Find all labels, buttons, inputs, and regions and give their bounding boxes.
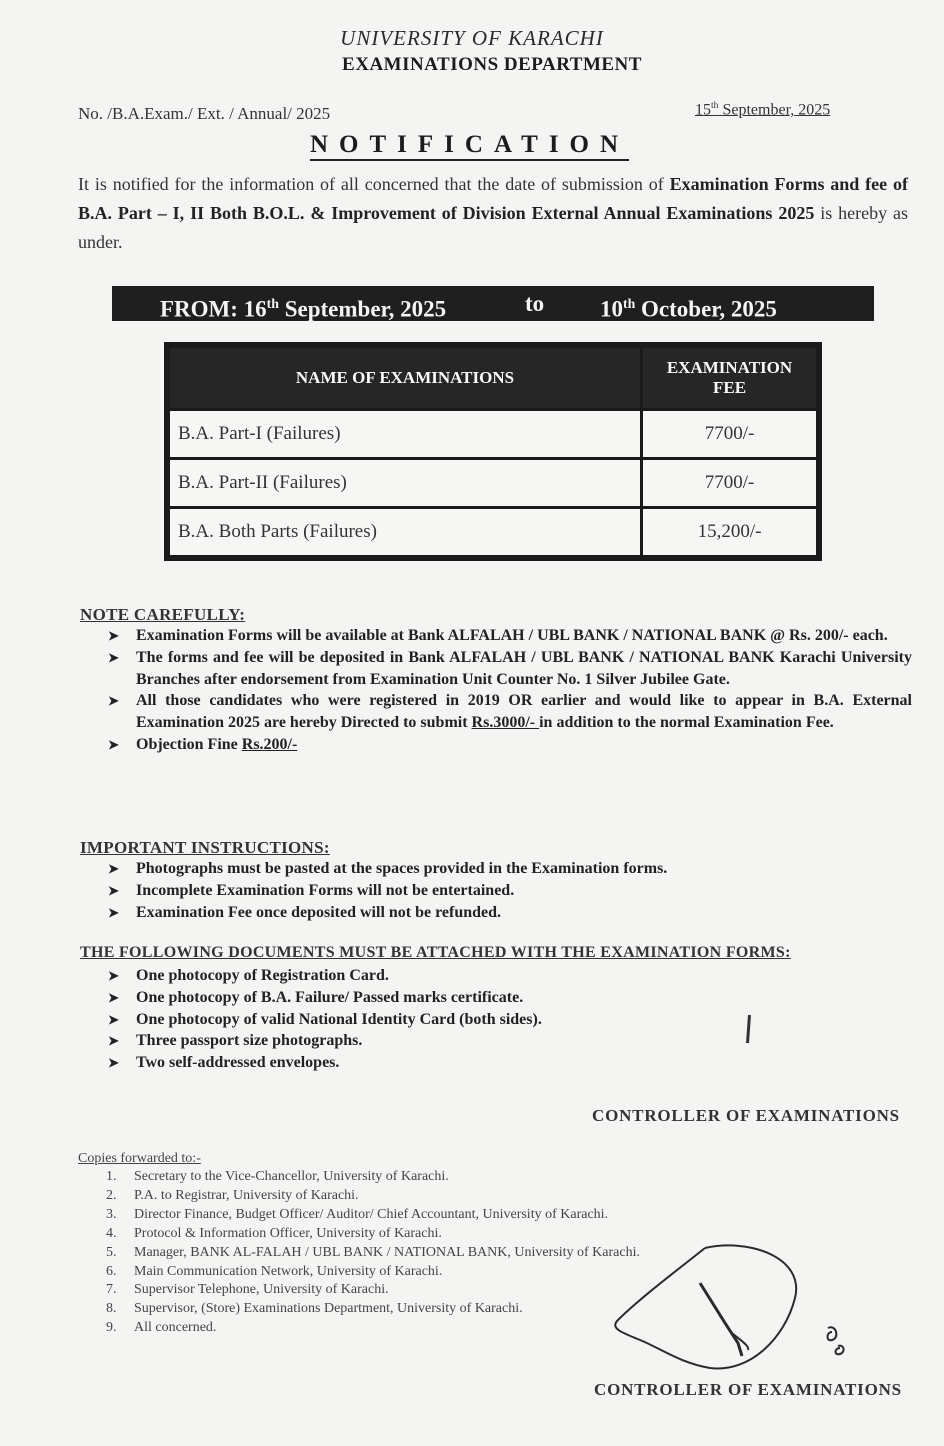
copies-list — [106, 1168, 640, 1338]
list-item: ➤ Examination Forms will be available at Bank ALFALAH / UBL BANK / NATIONAL BANK @ Rs. 200/- each. — [106, 625, 912, 647]
list-item: ➤ Examination Fee once deposited will not be refunded. — [106, 902, 826, 924]
period-from: FROM: 16th September, 2025 — [160, 296, 447, 322]
department-name: EXAMINATIONS DEPARTMENT — [342, 54, 642, 75]
list-item: 4. Protocol & Information Officer, University of Karachi. — [106, 1225, 442, 1241]
list-item: 6. Main Communication Network, University of Karachi. — [106, 1263, 443, 1279]
controller-title-top: CONTROLLER OF EXAMINATIONS — [592, 1106, 900, 1125]
exam-name: B.A. Both Parts (Failures) — [170, 509, 640, 555]
exam-fee: 7700/- — [643, 411, 816, 457]
submission-period-bar — [112, 286, 874, 321]
list-item: ➤ Two self-addressed envelopes. — [106, 1052, 706, 1074]
list-item: ➤ All those candidates who were registered in 2019 OR earlier and would like to appear in B.A. External Examination 2025 are hereby Directed to submit Rs.3000/- in addition to the normal Examination Fee. — [106, 690, 912, 734]
list-item: 8. Supervisor, (Store) Examinations Department, University of Karachi. — [106, 1301, 523, 1317]
list-item: 3. Director Finance, Budget Officer/ Auditor/ Chief Accountant, University of Karachi. — [106, 1206, 609, 1222]
list-item: ➤ Incomplete Examination Forms will not be entertained. — [106, 880, 826, 902]
list-item: ➤ Photographs must be pasted at the spaces provided in the Examination forms. — [106, 858, 826, 880]
col-fee-header: EXAMINATION FEE — [643, 348, 816, 408]
instructions-heading: IMPORTANT INSTRUCTIONS: — [80, 838, 330, 857]
controller-title-bottom: CONTROLLER OF EXAMINATIONS — [594, 1380, 902, 1399]
pen-mark — [746, 1015, 751, 1043]
list-item: ➤ One photocopy of valid National Identity Card (both sides). — [106, 1009, 706, 1031]
university-name: UNIVERSITY OF KARACHI — [340, 26, 604, 50]
list-item: 2. P.A. to Registrar, University of Karachi. — [106, 1187, 359, 1203]
list-item: 1. Secretary to the Vice-Chancellor, University of Karachi. — [106, 1169, 449, 1184]
exam-name: B.A. Part-I (Failures) — [170, 411, 640, 457]
note-heading: NOTE CAREFULLY: — [80, 605, 246, 624]
list-item: 7. Supervisor Telephone, University of Karachi. — [106, 1282, 389, 1298]
period-to-word: to — [525, 291, 545, 316]
intro-paragraph: It is notified for the information of all concerned that the date of submission of Examination Forms and fee of B.A. Part – I, II Both B.O.L. & Improvement of Division External Annual Examinations 2025 is hereby as under. — [78, 174, 908, 252]
list-item: 9. All concerned. — [106, 1320, 217, 1336]
list-item: ➤ One photocopy of B.A. Failure/ Passed marks certificate. — [106, 987, 706, 1009]
instructions-list — [106, 858, 826, 923]
period-till: 10th October, 2025 — [600, 296, 777, 322]
list-item: ➤ One photocopy of Registration Card. — [106, 965, 706, 987]
exam-name: B.A. Part-II (Failures) — [170, 460, 640, 506]
reference-number: No. /B.A.Exam./ Ext. / Annual/ 2025 — [78, 104, 331, 123]
note-list — [106, 625, 912, 756]
list-item: ➤ Three passport size photographs. — [106, 1030, 706, 1052]
fee-table-header — [170, 348, 816, 408]
table-row — [170, 460, 816, 506]
exam-fee: 7700/- — [643, 460, 816, 506]
handwritten-signature — [600, 1228, 860, 1378]
notification-title: NOTIFICATION — [310, 131, 629, 161]
col-name-header: NAME OF EXAMINATIONS — [170, 348, 640, 408]
notice-date: 15th September, 2025 — [695, 100, 831, 119]
table-row — [170, 411, 816, 457]
list-item: ➤ The forms and fee will be deposited in Bank ALFALAH / UBL BANK / NATIONAL BANK Karachi University Branches after endorsement from Examination Unit Counter No. 1 Silver Jubilee Gate. — [106, 647, 912, 691]
copies-heading: Copies forwarded to:- — [78, 1151, 201, 1166]
documents-list — [106, 965, 706, 1074]
table-row — [170, 509, 816, 555]
documents-heading: THE FOLLOWING DOCUMENTS MUST BE ATTACHED WITH THE EXAMINATION FORMS: — [80, 944, 791, 961]
list-item: 5. Manager, BANK AL-FALAH / UBL BANK / NATIONAL BANK, University of Karachi. — [106, 1244, 640, 1260]
list-item: ➤ Objection Fine Rs.200/- — [106, 734, 912, 756]
exam-fee: 15,200/- — [643, 509, 816, 555]
fee-table — [164, 342, 822, 561]
